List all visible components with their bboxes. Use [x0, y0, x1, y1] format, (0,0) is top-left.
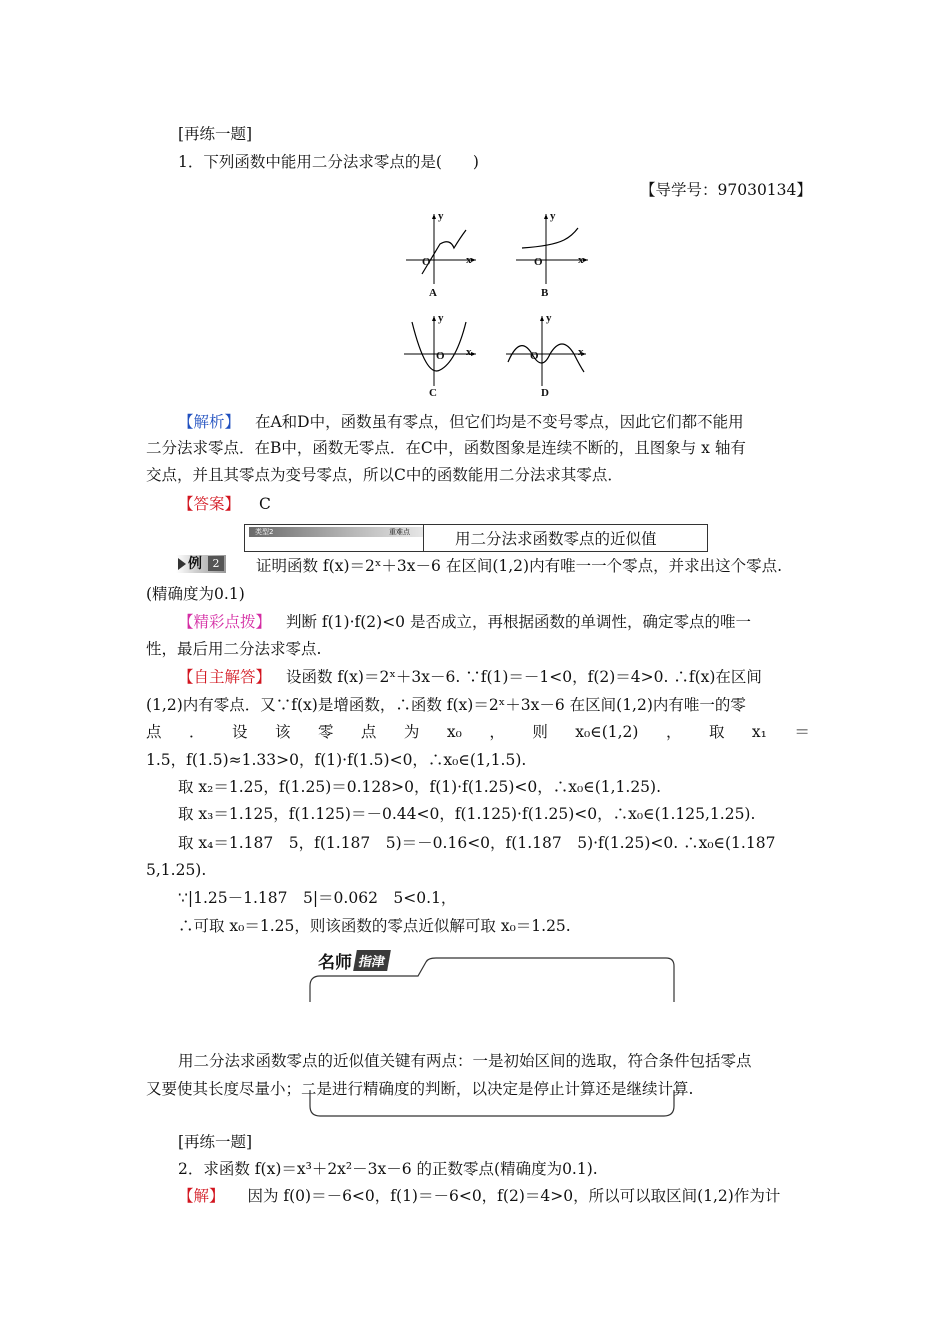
hint-text-1: 判断 f(1)·f(2)<0 是否成立，再根据函数的单调性，确定零点的唯一	[285, 613, 751, 631]
solution-line-10: ∴可取 x₀＝1.25，则该函数的零点近似解可取 x₀＝1.25.	[178, 917, 571, 935]
hint-line-2: 性，最后用二分法求零点.	[146, 640, 322, 658]
answer-value: C	[258, 495, 271, 513]
answer-tag: 【答案】	[178, 495, 241, 513]
solution-line-3-part: 零	[317, 723, 334, 741]
graph-label-b: B	[541, 287, 549, 299]
solution-line-3-part: 点	[360, 723, 377, 741]
analysis-line-2: 二分法求零点．在B中，函数无零点．在C中，函数图象是连续不断的，且图象与 x 轴有	[146, 439, 746, 457]
guide-number: 【导学号：97030134】	[640, 181, 812, 199]
solution-line-3-part: ，	[665, 723, 682, 741]
solution-line-3-part: 设	[231, 723, 248, 741]
graph-label-d: D	[541, 387, 549, 399]
banner-divider	[423, 525, 424, 551]
solution-line-3-part: ，	[489, 723, 505, 741]
question-1: 1．下列函数中能用二分法求零点的是( )	[178, 153, 479, 171]
practice-label-1: [再练一题]	[178, 125, 253, 143]
solution-line-7: 取 x₄＝1.187 5，f(1.187 5)＝－0.16<0，f(1.187 5)·f(1.25)<0. ∴x₀∈(1.187	[178, 834, 776, 852]
solution-line-9: ∵|1.25－1.187 5|＝0.062 5<0.1，	[178, 889, 457, 907]
graph-b-x-label: x	[578, 254, 584, 266]
solution2-tag: 【解】	[178, 1187, 225, 1205]
teacher-title-tag: 指津	[353, 950, 391, 971]
solution-line-3-part: 为	[403, 723, 420, 741]
teacher-title-main: 名师	[318, 952, 352, 973]
solution-line-3-part: ＝	[794, 723, 810, 741]
solution-line-3-part: x₁	[751, 723, 767, 741]
solution2-text-1: 因为 f(0)＝－6<0，f(1)＝－6<0，f(2)＝4>0，所以可以取区间(1,2)作为计	[247, 1187, 781, 1205]
graph-a-origin: O	[422, 256, 431, 268]
triangle-icon	[178, 558, 186, 570]
section-banner	[244, 524, 708, 552]
solution-tag: 【自主解答】	[178, 668, 272, 686]
example-number: 2	[208, 556, 224, 571]
example-line-1: 证明函数 f(x)＝2ˣ＋3x－6 在区间(1,2)内有唯一一个零点，并求出这个零点.	[256, 557, 782, 575]
graph-c-y-label: y	[438, 312, 444, 324]
solution2-line-1	[178, 1184, 780, 1208]
graph-label-a: A	[429, 287, 437, 299]
hint-tag: 【精彩点拨】	[178, 613, 272, 631]
teacher-line-2: 又要使其长度尽量小；二是进行精确度的判断，以决定是停止计算还是继续计算.	[146, 1080, 694, 1098]
graph-d-origin: O	[530, 350, 539, 362]
teacher-box-title	[318, 948, 389, 972]
graph-c-origin: O	[436, 350, 445, 362]
solution-line-2: (1,2)内有零点．又∵f(x)是增函数，∴函数 f(x)＝2ˣ＋3x－6 在区间(1,2)内有唯一的零	[146, 696, 746, 714]
solution-line-3-part: x₀∈(1,2)	[575, 723, 639, 741]
solution-text-1: 设函数 f(x)＝2ˣ＋3x－6. ∵f(1)＝－1<0，f(2)＝4>0. ∴f(x)在区间	[285, 668, 762, 686]
question-2: 2．求函数 f(x)＝x³＋2x²－3x－6 的正数零点(精确度为0.1).	[178, 1160, 598, 1178]
example-line-2: (精确度为0.1)	[146, 585, 245, 603]
graph-a-y-label: y	[438, 210, 444, 222]
graph-d-x-label: x	[578, 346, 584, 358]
solution-line-8: 5,1.25).	[146, 861, 207, 879]
example-label: 例	[188, 556, 202, 572]
analysis-text-1: 在A和D中，函数虽有零点，但它们均是不变号零点，因此它们都不能用	[254, 413, 744, 431]
graph-a-x-label: x	[466, 254, 472, 266]
solution-line-4: 1.5，f(1.5)≈1.33>0，f(1)·f(1.5)<0，∴x₀∈(1,1.5).	[146, 751, 527, 769]
solution-line-3-part: 点	[146, 723, 162, 741]
graph-c-x-label: x	[466, 346, 472, 358]
analysis-line-1	[178, 410, 744, 434]
solution-line-6: 取 x₃＝1.125，f(1.125)＝－0.44<0，f(1.125)·f(1.25)<0，∴x₀∈(1.125,1.25).	[178, 805, 756, 823]
graph-b-origin: O	[534, 256, 543, 268]
practice-label-2: [再练一题]	[178, 1133, 253, 1151]
analysis-tag: 【解析】	[178, 413, 241, 431]
solution-line-3-part: 该	[274, 723, 291, 741]
example-tag	[176, 555, 226, 573]
banner-gradient	[249, 527, 423, 537]
banner-level-tag: 重难点	[389, 528, 410, 536]
solution-line-3-part: 取	[708, 723, 725, 741]
graph-d-y-label: y	[546, 312, 552, 324]
solution-line-3-part: x₀	[446, 723, 462, 741]
solution-line-1	[178, 665, 762, 689]
banner-type-tag: 类型2	[255, 528, 274, 536]
solution-line-5: 取 x₂＝1.25，f(1.25)＝0.128>0，f(1)·f(1.25)<0，∴x₀∈(1,1.25).	[178, 778, 662, 796]
answer-line	[178, 492, 271, 516]
graph-label-c: C	[429, 387, 437, 399]
solution-line-3-part: 则	[532, 723, 548, 741]
analysis-line-3: 交点，并且其零点为变号零点，所以C中的函数能用二分法求其零点．	[146, 466, 623, 484]
solution-line-3	[146, 720, 810, 744]
teacher-line-1: 用二分法求函数零点的近似值关键有两点：一是初始区间的选取，符合条件包括零点	[178, 1052, 752, 1070]
hint-line-1	[178, 610, 751, 634]
graph-b-y-label: y	[550, 210, 556, 222]
banner-title: 用二分法求函数零点的近似值	[455, 530, 657, 548]
solution-line-3-part: ．	[188, 723, 205, 741]
